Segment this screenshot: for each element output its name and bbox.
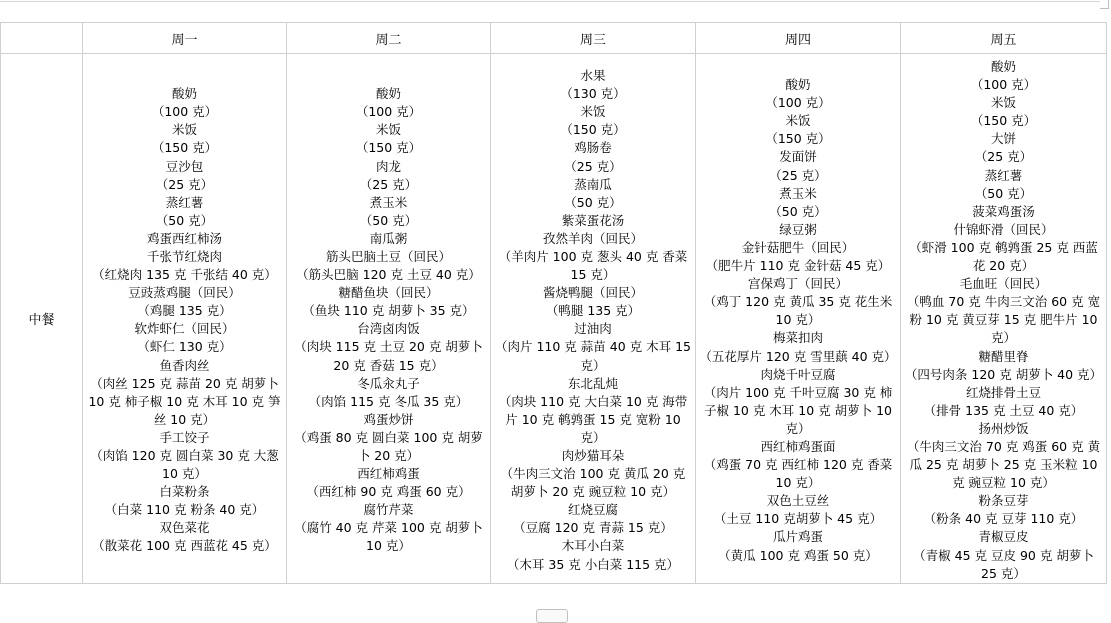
menu-item: （牛肉三文治 70 克 鸡蛋 60 克 黄瓜 25 克 胡萝卜 25 克 玉米粒 10 克 豌豆粒 10 克） bbox=[906, 438, 1101, 491]
menu-item: 糖醋里脊 bbox=[978, 348, 1029, 364]
menu-item: （肉馅 115 克 冬瓜 35 克） bbox=[308, 393, 469, 409]
menu-item: （红烧肉 135 克 千张结 40 克） bbox=[92, 267, 277, 283]
menu-item: 过油肉 bbox=[574, 321, 612, 337]
menu-item: 煮玉米 bbox=[779, 185, 817, 201]
scroll-handle[interactable] bbox=[536, 609, 568, 623]
menu-item: （100 克） bbox=[151, 104, 218, 120]
menu-item: 绿豆粥 bbox=[779, 221, 817, 237]
weekly-lunch-menu-table bbox=[0, 22, 1107, 584]
menu-item: 千张节红烧肉 bbox=[146, 248, 222, 264]
menu-item: （鸭血 70 克 牛肉三文治 60 克 宽粉 10 克 黄豆芽 15 克 肥牛片 10 克） bbox=[906, 294, 1101, 346]
menu-item: 西红柿鸡蛋面 bbox=[760, 438, 836, 454]
menu-item: 肉烧千叶豆腐 bbox=[760, 366, 836, 382]
menu-item: 西红柿鸡蛋 bbox=[357, 466, 420, 482]
menu-item: （50 克） bbox=[564, 194, 622, 210]
menu-item: （肉馅 120 克 圆白菜 30 克 大葱 10 克） bbox=[90, 448, 279, 482]
menu-cell-fri bbox=[901, 54, 1107, 584]
day-header-wed: 周三 bbox=[491, 23, 696, 54]
menu-item: （100 克） bbox=[970, 77, 1037, 93]
menu-item: 双色菜花 bbox=[159, 520, 210, 536]
menu-item: （排骨 135 克 土豆 40 克） bbox=[923, 402, 1084, 418]
menu-item: （筋头巴脑 120 克 土豆 40 克） bbox=[296, 267, 481, 283]
sheet-top-border bbox=[0, 1, 1100, 2]
menu-item: 鱼香肉丝 bbox=[159, 357, 210, 373]
menu-item: 紫菜蛋花汤 bbox=[561, 212, 625, 228]
lunch-row bbox=[1, 54, 1107, 584]
menu-item: 蒸红薯 bbox=[984, 167, 1023, 183]
menu-item: （150 克） bbox=[970, 113, 1037, 129]
menu-item: 扬州炒饭 bbox=[978, 420, 1029, 436]
menu-item: （西红柿 90 克 鸡蛋 60 克） bbox=[306, 484, 471, 500]
menu-item: 木耳小白菜 bbox=[561, 538, 625, 554]
menu-item: 发面饼 bbox=[779, 149, 817, 165]
menu-item: （鸡腿 135 克） bbox=[137, 303, 232, 319]
menu-item: （虾滑 100 克 鹌鹑蛋 25 克 西蓝花 20 克） bbox=[909, 239, 1098, 274]
menu-item: （130 克） bbox=[560, 86, 626, 102]
menu-item: （虾仁 130 克） bbox=[137, 339, 232, 355]
menu-item: （150 克） bbox=[151, 140, 218, 156]
menu-item: （肥牛片 110 克 金针菇 45 克） bbox=[705, 258, 891, 274]
menu-item: （肉块 115 克 土豆 20 克 胡萝卜 20 克 香菇 15 克） bbox=[294, 339, 483, 373]
day-header-tue: 周二 bbox=[287, 23, 491, 54]
menu-item: （150 克） bbox=[765, 131, 831, 147]
menu-item: （25 克） bbox=[769, 167, 827, 183]
menu-item: （25 克） bbox=[155, 176, 214, 192]
menu-item: 东北乱炖 bbox=[567, 375, 618, 391]
menu-item: （肉丝 125 克 蒜苗 20 克 胡萝卜 10 克 柿子椒 10 克 木耳 10 克 笋丝 10 克） bbox=[88, 375, 281, 427]
menu-item: 宫保鸡丁（回民） bbox=[747, 276, 848, 292]
corner-header-cell bbox=[1, 23, 83, 54]
menu-item: （50 克） bbox=[359, 212, 418, 228]
menu-item: 红烧排骨土豆 bbox=[965, 384, 1041, 400]
menu-cell-mon bbox=[83, 54, 287, 584]
menu-item: 瓜片鸡蛋 bbox=[772, 529, 823, 545]
menu-item: 红烧豆腐 bbox=[567, 502, 618, 518]
menu-item: 金针菇肥牛（回民） bbox=[741, 239, 855, 255]
menu-item: 鸡蛋炒饼 bbox=[363, 411, 414, 427]
menu-item: 肉炒猫耳朵 bbox=[561, 448, 625, 464]
menu-item: （豆腐 120 克 青蒜 15 克） bbox=[513, 520, 673, 536]
menu-item: （牛肉三文治 100 克 黄瓜 20 克 胡萝卜 20 克 豌豆粒 10 克） bbox=[500, 466, 686, 500]
menu-item: 米饭 bbox=[375, 122, 401, 138]
menu-item: （羊肉片 100 克 葱头 40 克 香菜 15 克） bbox=[498, 248, 688, 283]
menu-item: 糖醋鱼块（回民） bbox=[338, 285, 439, 301]
menu-item: （肉块 110 克 大白菜 10 克 海带片 10 克 鹌鹑蛋 15 克 宽粉 10 克） bbox=[498, 393, 688, 445]
menu-item: （100 克） bbox=[355, 104, 422, 120]
menu-item: 大饼 bbox=[990, 131, 1016, 147]
menu-item: 豆豉蒸鸡腿（回民） bbox=[128, 285, 241, 301]
menu-item: 蒸红薯 bbox=[165, 194, 204, 210]
menu-item: 梅菜扣肉 bbox=[772, 330, 823, 346]
menu-item: 水果 bbox=[580, 68, 606, 84]
menu-item: 鸡蛋西红柿汤 bbox=[146, 230, 222, 246]
menu-item: （25 克） bbox=[359, 176, 418, 192]
menu-item: （150 克） bbox=[355, 140, 422, 156]
menu-cell-tue bbox=[287, 54, 491, 584]
menu-item: （100 克） bbox=[765, 95, 831, 111]
menu-item: 酸奶 bbox=[785, 77, 811, 93]
menu-item: （粉条 40 克 豆芽 110 克） bbox=[923, 511, 1084, 527]
menu-item: （木耳 35 克 小白菜 115 克） bbox=[506, 556, 680, 572]
menu-item: （四号肉条 120 克 胡萝卜 40 克） bbox=[904, 366, 1103, 382]
day-header-fri: 周五 bbox=[901, 23, 1107, 54]
menu-item: （肉片 100 克 千叶豆腐 30 克 柿子椒 10 克 木耳 10 克 胡萝卜 10 克） bbox=[703, 384, 893, 436]
menu-item: 米饭 bbox=[580, 104, 606, 120]
menu-item: （肉片 110 克 蒜苗 40 克 木耳 15 克） bbox=[495, 339, 691, 373]
menu-item: 双色土豆丝 bbox=[766, 493, 830, 509]
menu-item: （白菜 110 克 粉条 40 克） bbox=[104, 502, 265, 518]
menu-item: 肉龙 bbox=[375, 158, 401, 174]
menu-item: （散菜花 100 克 西蓝花 45 克） bbox=[92, 538, 277, 554]
menu-item: 白菜粉条 bbox=[159, 484, 210, 500]
menu-item: 酸奶 bbox=[375, 86, 401, 102]
header-row bbox=[1, 23, 1107, 54]
menu-item: （鸡丁 120 克 黄瓜 35 克 花生米 10 克） bbox=[703, 294, 893, 328]
menu-item: 青椒豆皮 bbox=[978, 529, 1029, 545]
menu-item: 冬瓜汆丸子 bbox=[357, 375, 420, 391]
menu-item: 腐竹芹菜 bbox=[363, 502, 414, 518]
menu-item: 豆沙包 bbox=[165, 158, 204, 174]
menu-item: 筋头巴脑土豆（回民） bbox=[325, 248, 451, 264]
day-header-thu: 周四 bbox=[696, 23, 901, 54]
menu-item: 南瓜粥 bbox=[369, 230, 408, 246]
menu-item: （25 克） bbox=[974, 149, 1033, 165]
menu-item: （50 克） bbox=[155, 212, 214, 228]
menu-item: 什锦虾滑（回民） bbox=[953, 221, 1054, 237]
menu-item: 酸奶 bbox=[171, 86, 197, 102]
meal-label: 中餐 bbox=[1, 54, 83, 584]
menu-item: 软炸虾仁（回民） bbox=[134, 321, 235, 337]
menu-item: 米饭 bbox=[785, 113, 811, 129]
day-header-mon: 周一 bbox=[83, 23, 287, 54]
menu-item: 菠菜鸡蛋汤 bbox=[972, 203, 1035, 219]
menu-item: （25 克） bbox=[564, 158, 622, 174]
menu-item: 煮玉米 bbox=[369, 194, 408, 210]
menu-item: 酱烧鸭腿（回民） bbox=[542, 285, 643, 301]
menu-cell-wed bbox=[491, 54, 696, 584]
menu-item: （150 克） bbox=[560, 122, 626, 138]
menu-item: （鸭腿 135 克） bbox=[545, 303, 641, 319]
menu-item: （黄瓜 100 克 鸡蛋 50 克） bbox=[718, 547, 878, 563]
menu-item: （鱼块 110 克 胡萝卜 35 克） bbox=[302, 303, 475, 319]
menu-cell-thu bbox=[696, 54, 901, 584]
menu-item: （青椒 45 克 豆皮 90 克 胡萝卜 25 克） bbox=[913, 547, 1094, 581]
menu-item: 毛血旺（回民） bbox=[959, 276, 1048, 292]
corner-marker bbox=[1100, 0, 1109, 9]
menu-item: 台湾卤肉饭 bbox=[357, 321, 420, 337]
menu-item: （五花厚片 120 克 雪里蕻 40 克） bbox=[699, 348, 897, 364]
menu-item: 孜然羊肉（回民） bbox=[542, 230, 643, 246]
menu-item: （土豆 110 克胡萝卜 45 克） bbox=[713, 511, 883, 527]
menu-item: 手工饺子 bbox=[159, 429, 210, 445]
menu-item: 蒸南瓜 bbox=[574, 176, 612, 192]
menu-item: （50 克） bbox=[769, 203, 827, 219]
menu-item: 米饭 bbox=[171, 122, 197, 138]
menu-item: （鸡蛋 80 克 圆白菜 100 克 胡萝卜 20 克） bbox=[294, 429, 483, 464]
menu-item: 米饭 bbox=[990, 95, 1016, 111]
menu-item: 鸡肠卷 bbox=[574, 140, 612, 156]
menu-item: （50 克） bbox=[974, 185, 1033, 201]
menu-item: 酸奶 bbox=[990, 59, 1016, 74]
menu-item: （鸡蛋 70 克 西红柿 120 克 香菜 10 克） bbox=[703, 457, 893, 491]
menu-item: 粉条豆芽 bbox=[978, 493, 1029, 509]
menu-item: （腐竹 40 克 芹菜 100 克 胡萝卜 10 克） bbox=[294, 520, 483, 554]
